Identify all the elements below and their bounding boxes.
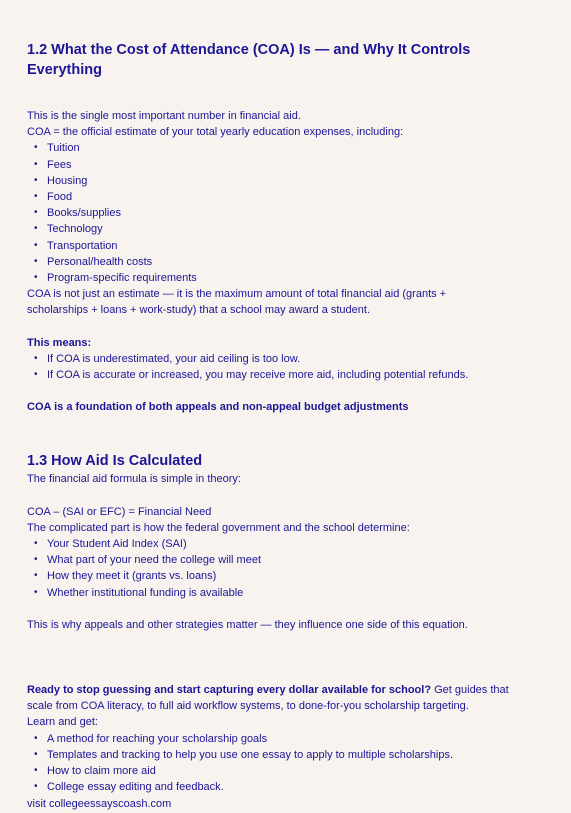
coa-foundation-note: COA is a foundation of both appeals and non-appeal budget adjustments — [27, 401, 409, 414]
list-item: • Food — [27, 189, 547, 205]
list-item: • If COA is accurate or increased, you may receive more aid, including potential refunds. — [27, 367, 547, 383]
coa-expense-list — [27, 140, 547, 286]
list-item: • If COA is underestimated, your aid ceiling is too low. — [27, 351, 547, 367]
list-item: • Personal/health costs — [27, 254, 547, 270]
list-item: • Program-specific requirements — [27, 270, 547, 286]
visit-website-text: visit collegeessayscoash.com — [27, 797, 172, 810]
cta-line-1 — [27, 682, 547, 698]
aid-complicated: The complicated part is how the federal government and the school determine: — [27, 521, 410, 534]
section-heading-coa — [27, 40, 547, 80]
heading-line-2: Everything — [27, 62, 102, 78]
section-heading-aid: 1.3 How Aid Is Calculated — [27, 453, 203, 470]
cta-bold-text: Ready to stop guessing and start capturing every dollar available for school? — [27, 684, 432, 697]
means-heading: This means: — [27, 336, 92, 349]
list-item: • Fees — [27, 157, 547, 173]
aid-intro: The financial aid formula is simple in theory: — [27, 473, 241, 486]
list-item: • Technology — [27, 221, 547, 237]
cta-line-3: Learn and get: — [27, 716, 98, 729]
list-item: • Transportation — [27, 238, 547, 254]
list-item: • Whether institutional funding is available — [27, 585, 547, 601]
list-item: • A method for reaching your scholarship goals — [27, 731, 547, 747]
list-item: • What part of your need the college will meet — [27, 552, 547, 568]
coa-not-estimate-line-1: COA is not just an estimate — it is the maximum amount of total financial aid (grants + — [27, 288, 447, 301]
list-item: • College essay editing and feedback. — [27, 779, 547, 795]
list-item: • Housing — [27, 173, 547, 189]
list-item: • How they meet it (grants vs. loans) — [27, 568, 547, 584]
list-item: • Tuition — [27, 140, 547, 156]
coa-intro: This is the single most important number in financial aid. — [27, 110, 301, 122]
coa-not-estimate-line-2: scholarships + loans + work-study) that a school may award a student. — [27, 304, 371, 317]
aid-determine-list — [27, 536, 547, 601]
list-item: • Templates and tracking to help you use one essay to apply to multiple scholarships. — [27, 747, 547, 763]
list-item: • Your Student Aid Index (SAI) — [27, 536, 547, 552]
document-page — [27, 40, 547, 812]
heading-line-1: 1.2 What the Cost of Attendance (COA) Is — and Why It Controls — [27, 42, 471, 58]
list-item: • Books/supplies — [27, 205, 547, 221]
aid-why: This is why appeals and other strategies matter — they influence one side of this equation. — [27, 618, 468, 631]
coa-definition: COA = the official estimate of your total yearly education expenses, including: — [27, 126, 404, 139]
aid-formula: COA – (SAI or EFC) = Financial Need — [27, 505, 212, 518]
cta-line-2: scale from COA literacy, to full aid workflow systems, to done-for-you scholarship targeting. — [27, 700, 469, 713]
cta-rest-text: Get guides that — [431, 684, 509, 697]
cta-list — [27, 731, 547, 796]
list-item: • How to claim more aid — [27, 763, 547, 779]
means-list — [27, 351, 547, 383]
